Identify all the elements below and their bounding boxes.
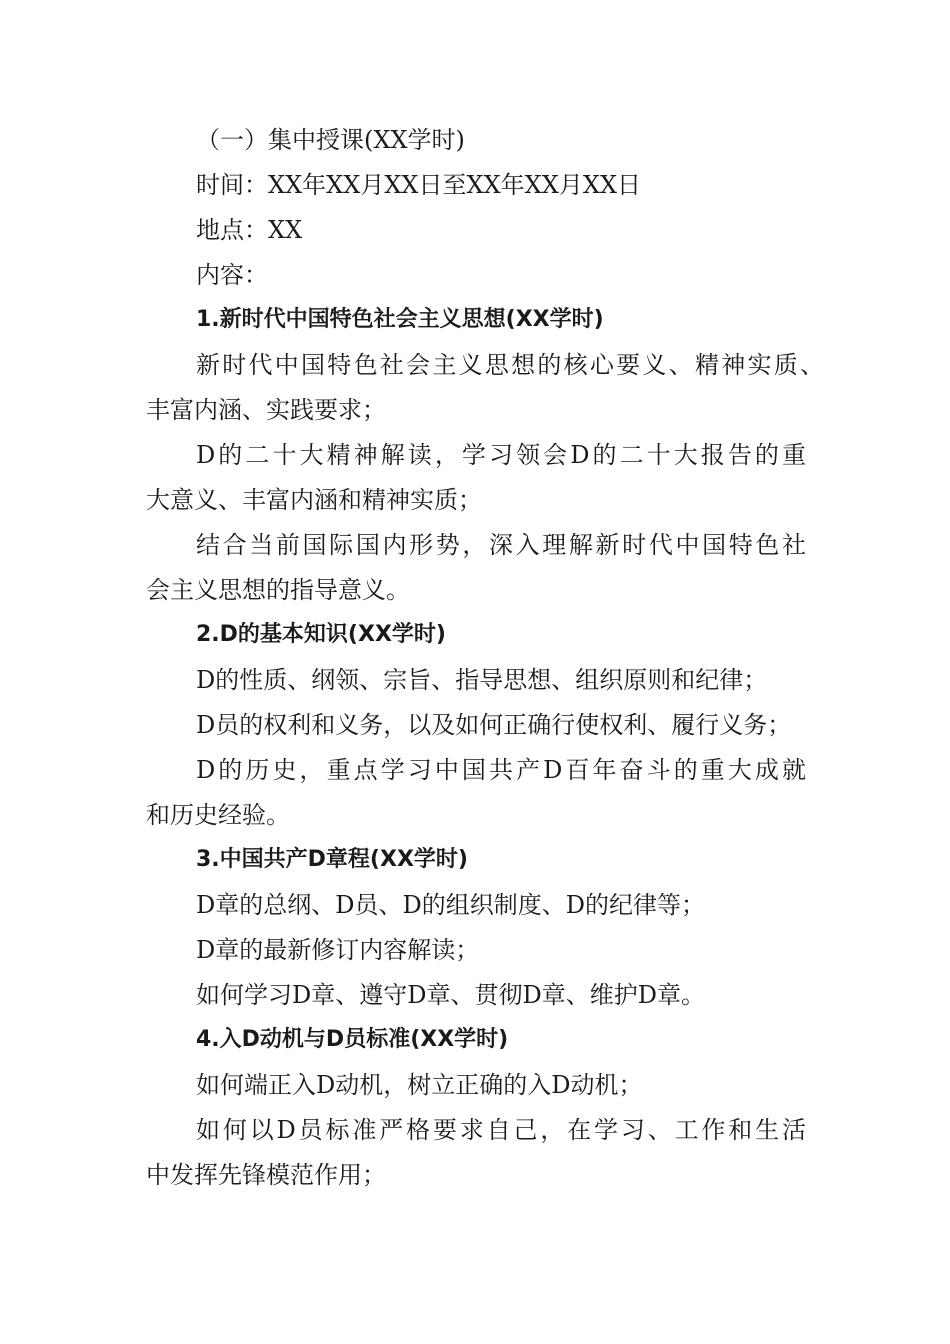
section-title: （一）集中授课(XX学时) — [196, 126, 465, 154]
paragraph-line: D的性质、纲领、宗旨、指导思想、组织原则和纪律； — [196, 666, 768, 694]
topic-heading-3: 3.中国共产D章程(XX学时) — [196, 847, 468, 872]
topic-heading-4: 4.入D动机与D员标准(XX学时) — [196, 1027, 509, 1052]
paragraph-line: D的二十大精神解读，学习领会D的二十大报告的重 — [196, 441, 806, 469]
topic-heading-2: 2.D的基本知识(XX学时) — [196, 622, 446, 647]
place-line: 地点：XX — [196, 216, 303, 244]
paragraph-line: 丰富内涵、实践要求； — [146, 396, 386, 424]
paragraph-line: 和历史经验。 — [146, 801, 290, 829]
paragraph-line: 结合当前国际国内形势，深入理解新时代中国特色社 — [196, 531, 806, 559]
paragraph-line: 会主义思想的指导意义。 — [146, 576, 410, 604]
content-label: 内容： — [196, 261, 268, 289]
paragraph-line: D的历史，重点学习中国共产D百年奋斗的重大成就 — [196, 756, 806, 784]
paragraph-line: 新时代中国特色社会主义思想的核心要义、精神实质、 — [196, 351, 824, 379]
topic-heading-1: 1.新时代中国特色社会主义思想(XX学时) — [196, 307, 604, 332]
paragraph-line: D员的权利和义务，以及如何正确行使权利、履行义务； — [196, 711, 792, 739]
paragraph-line: 如何学习D章、遵守D章、贯彻D章、维护D章。 — [196, 981, 705, 1009]
paragraph-line: D章的总纲、D员、D的组织制度、D的纪律等； — [196, 891, 705, 919]
paragraph-line: D章的最新修订内容解读； — [196, 936, 480, 964]
time-line: 时间：XX年XX月XX日至XX年XX月XX日 — [196, 171, 642, 199]
paragraph-line: 如何端正入D动机，树立正确的入D动机； — [196, 1071, 643, 1099]
paragraph-line: 大意义、丰富内涵和精神实质； — [146, 486, 482, 514]
paragraph-line: 中发挥先锋模范作用； — [146, 1161, 386, 1189]
paragraph-line: 如何以D员标准严格要求自己，在学习、工作和生活 — [196, 1116, 806, 1144]
